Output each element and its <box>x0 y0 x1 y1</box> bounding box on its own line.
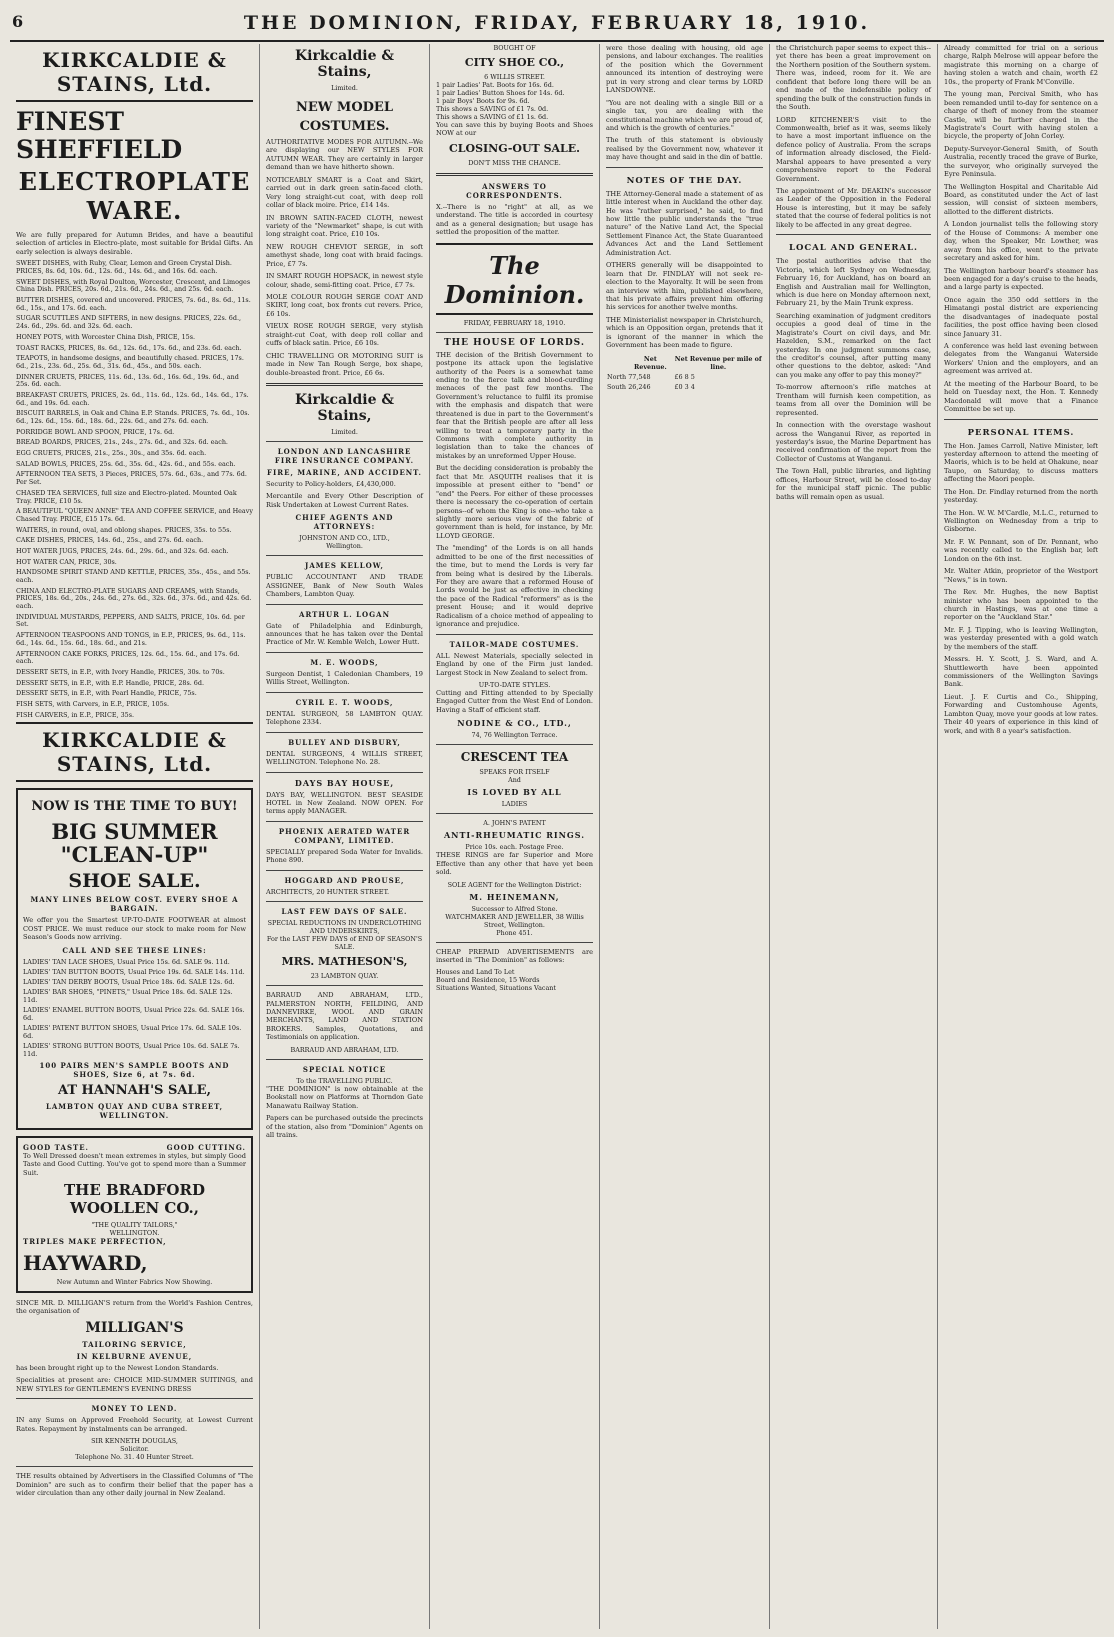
tailor-made-body: ALL Newest Materials, specially selected in England by one of the Firm just landed. Largest Stock in New Zealand to select from. <box>436 651 593 677</box>
money-name: SIR KENNETH DOUGLAS, <box>91 1437 178 1446</box>
business-card <box>266 698 423 727</box>
divider <box>266 441 423 442</box>
costumes-h2: COSTUMES. <box>299 119 390 134</box>
shoe-sale-footer: 100 PAIRS MEN'S SAMPLE BOOTS AND SHOES, Size 6, at 7s. 6d. <box>39 1060 230 1079</box>
electroplate-heading-2: ELECTROPLATE WARE. <box>18 167 251 225</box>
table-header-row <box>606 354 763 372</box>
article-para: The truth of this statement is obviously realised by the Government now, whatever it may have thought and said in the din of battle. <box>606 136 763 162</box>
article-para: The young man, Percival Smith, who has been remanded until to-day for sentence on a charge of theft of money from the steamer Castle, will be further charged in the Magistrate's Court with having stolen a bicycle, the property of John Corley. <box>944 90 1098 141</box>
table-cell: 26,246 <box>628 382 651 391</box>
tailor-made-sub: UP-TO-DATE STYLES. <box>478 680 551 689</box>
railway-revenue-table <box>606 354 763 392</box>
business-card <box>266 610 423 647</box>
barraud-text: BARRAUD AND ABRAHAM, LTD., PALMERSTON NORTH, FEILDING, AND DANNEVIRKE, WOOL AND GRAIN MERCHANTS, LAND AND STATION BROKERS. Samples, Quotations, and Testimonials on application. <box>266 991 423 1042</box>
city-shoe-body: You can save this by buying Boots and Shoes NOW at our <box>436 121 593 138</box>
shoe-line: LADIES' PATENT BUTTON SHOES, Usual Price 17s. 6d. SALE 10s. 6d. <box>23 1023 242 1040</box>
table-row <box>606 372 763 382</box>
price-item: AFTERNOON CAKE FORKS, PRICES, 12s. 6d., 15s. 6d., and 17s. 6d. each. <box>16 649 240 666</box>
masthead-title: THE DOMINION, FRIDAY, FEBRUARY 18, 1910. <box>243 12 871 34</box>
column-1 <box>10 44 260 1629</box>
electroplate-intro: We are fully prepared for Autumn Brides, and have a beautiful selection of articles in Electro-plate, most suitable for Bridal Gifts. An early selection is always desirable. <box>16 231 253 256</box>
price-item: INDIVIDUAL MUSTARDS, PEPPERS, AND SALTS, PRICE, 10s. 6d. per Set. <box>16 612 245 629</box>
dominion-dateline: FRIDAY, FEBRUARY 18, 1910. <box>463 318 566 327</box>
electroplate-price-list <box>16 260 253 719</box>
price-item: CAKE DISHES, PRICES, 14s. 6d., 25s., and 27s. 6d. each. <box>16 536 204 545</box>
prepaid-line: Situations Wanted, Situations Vacant <box>436 984 556 993</box>
lords-para: THE decision of the British Government to postpone its attack upon the legislative authority of the Peers is a somewhat tame ending to the fierce talk and blood-curdling menaces of the past few months. The Government's reluctance to fulfil its promise with the emphasis and dispatch that were threatened is due in part to the Government's fear that the British people are after all less willing to treat a temporary party in the Commons with complete authority in legislation than to take the chances of mistakes by an unreformed Upper House. <box>436 350 593 460</box>
article-para: "You are not dealing with a single Bill or a single tax, you are dealing with the constitutional machine which we are proud of, and which is the growth of centuries." <box>606 98 763 132</box>
milligan-body: SINCE MR. D. MILLIGAN'S return from the World's Fashion Centres, the organisation of <box>16 1299 253 1316</box>
shoe-sale-lines <box>23 958 246 1058</box>
article-para: The appointment of Mr. DEAKIN's successor as Leader of the Opposition in the Federal House is interesting, but it may be safely stated that the course of federal politics is not likely to be affected in any great degree. <box>776 187 931 229</box>
local-para: In connection with the overstage washout across the Wanganui River, as reported in yesterday's issue, the Marine Department has received confirmation of the report from the Collector of Customs at Wanganui. <box>776 421 931 463</box>
divider <box>266 692 423 693</box>
masthead <box>10 6 1104 42</box>
nodine-address: 74, 76 Wellington Terrace. <box>471 731 558 740</box>
notes-para: THE Attorney-General made a statement of as little interest when in Auckland the other day. He was "rather surprised," he said, to find how little the public understands the "true nature" of the Native Land Act, the Special Settlement Finance Act, the State Guaranteed Advances Act and the Land Settlement Administration Act. <box>606 189 763 257</box>
divider <box>266 732 423 733</box>
city-shoe-saving: This shows a SAVING of £1 7s. 0d. <box>436 105 549 113</box>
shoe-line: LADIES' ENAMEL BUTTON BOOTS, Usual Price 22s. 6d. SALE 16s. 6d. <box>23 1005 245 1022</box>
shoe-sale-line-3: SHOE SALE. <box>68 869 201 892</box>
shoe-line: LADIES' TAN LACE SHOES, Usual Price 15s. 6d. SALE 9s. 11d. <box>23 957 230 966</box>
results-notice: THE results obtained by Advertisers in the Classified Columns of "The Dominion" are such as to confirm their belief that the paper has a wider circulation than any other daily journal in New Zealand. <box>16 1472 253 1497</box>
card-name: HOGGARD AND PROUSE, <box>284 875 405 885</box>
article-para: A London journalist tells the following story of the House of Commons: A member one day, when the Speaker, Mr. Lowther, was away from his office, went to the private secretary and asked for him. <box>944 220 1098 263</box>
crescent-h3: And <box>508 776 521 785</box>
notes-para: OTHERS generally will be disappointed to learn that Dr. FINDLAY will not seek re-election to the Mayoralty. It will be seen from an interview with him, published elsewhere, that his private affairs prevent him offering his services for another twelve months. <box>606 261 763 312</box>
personal-para: The Hon. James Carroll, Native Minister, left yesterday afternoon to attend the meeting of Maoris, which is to be held at Ohakune, near Taupo, on Saturday, to discuss matters affecting the Maori people. <box>944 441 1098 484</box>
travelling-body-2: Papers can be purchased outside the precincts of the station, also from "Dominion" Agents on all trains. <box>266 1114 423 1139</box>
article-para: were those dealing with housing, old age pensions, and labour exchanges. The realities of the position which the Government announced its intention of destroying were put in very strong and clear terms by LORD LANSDOWNE. <box>606 44 763 95</box>
tailor-made-head: TAILOR-MADE COSTUMES. <box>449 639 580 649</box>
shoe-sale-body: We offer you the Smartest UP-TO-DATE FOOTWEAR at almost COST PRICE. We must reduce our stock to make room for New Season's Goods now arriving. <box>23 916 246 942</box>
divider <box>266 772 423 773</box>
business-card <box>266 827 423 865</box>
bradford-triples: TRIPLES MAKE PERFECTION, <box>23 1237 167 1247</box>
rheumatic-phone: Phone 451. <box>496 928 533 937</box>
price-item: AFTERNOON TEA SETS, 3 Pieces, PRICES, 57s. 6d., 63s., and 77s. 6d. Per Set. <box>16 470 247 487</box>
costume-item: IN SMART ROUGH HOPSACK, in newest style colour, shade, semi-fitting coat. Price, £7 7s. <box>266 272 423 289</box>
bradford-headings <box>23 1143 246 1152</box>
prepaid-head: CHEAP PREPAID ADVERTISEMENTS are inserted in "The Dominion" as follows: <box>436 947 593 964</box>
card-name: ARTHUR L. LOGAN <box>299 609 390 619</box>
business-card <box>266 738 423 767</box>
costumes-limited-2: Limited. <box>331 427 358 436</box>
nodine-name: NODINE & CO., LTD., <box>457 718 572 729</box>
kirkcaldie-ad-title: KIRKCALDIE & STAINS, Ltd. <box>16 44 253 102</box>
electroplate-heading-1: FINEST SHEFFIELD <box>16 107 183 164</box>
divider <box>266 555 423 556</box>
table-cell: £6 8 5 <box>674 372 695 381</box>
article-para: LORD KITCHENER'S visit to the Commonwealth, brief as it was, seems likely to have a most important influence on the defence policy of Australia. From the scraps of information already disclosed, the Field-Marshal appears to have presented a very comprehensive report to the Federal Government. <box>776 115 931 183</box>
city-shoe-ad <box>436 44 593 167</box>
article-para: The Wellington harbour board's steamer has been engaged for a day's cruise to the heads, and a large party is expected. <box>944 266 1098 292</box>
shoe-sale-address: LAMBTON QUAY AND CUBA STREET, WELLINGTON. <box>45 1101 224 1120</box>
bradford-city: WELLINGTON. <box>109 1229 160 1238</box>
price-item: PORRIDGE BOWL AND SPOON, PRICE, 17s. 6d. <box>16 427 175 436</box>
business-card <box>266 778 423 816</box>
costumes-firm: Kirkcaldie & Stains, <box>294 48 394 80</box>
personal-para: Mr. F. W. Pennant, son of Dr. Pennant, who was recently called to the English bar, left London on the 6th inst. <box>944 537 1098 563</box>
personal-para: The Rev. Mr. Hughes, the new Baptist minister who has been appointed to the church in Hastings, was at one time a reporter on the "Auckland Star." <box>944 588 1098 622</box>
rheumatic-agent-head: SOLE AGENT for the Wellington District: <box>447 880 582 889</box>
article-para: A conference was held last evening between delegates from the Wanganui Waterside Workers' Union and the employers, and an agreement was arrived at. <box>944 342 1098 376</box>
divider <box>436 332 593 333</box>
rheumatic-price: Price 10s. each. Postage Free. <box>465 843 564 852</box>
table-header: Net Revenue. <box>633 354 667 371</box>
card-text: ARCHITECTS, 20 HUNTER STREET. <box>266 887 390 896</box>
personal-items-title: PERSONAL ITEMS. <box>967 427 1075 438</box>
price-item: DESSERT SETS, in E.P., with Pearl Handle, PRICE, 75s. <box>16 689 197 698</box>
bradford-body: To Well Dressed doesn't mean extremes in styles, but simply Good Taste and Good Cutting. You've got to spend more than a Summer Suit. <box>23 1151 246 1177</box>
shoe-sale-venue: AT HANNAH'S SALE, <box>57 1082 212 1098</box>
price-item: TOAST RACKS, PRICES, 8s. 6d., 12s. 6d., 17s. 6d., and 23s. 6d. each. <box>16 343 242 352</box>
costumes-limited: Limited. <box>331 84 358 92</box>
card-name: BULLEY AND DISBURY, <box>288 737 401 747</box>
insurance-agent-name: JOHNSTON AND CO., LTD., <box>299 534 390 543</box>
money-body: IN any Sums on Approved Freehold Security, at Lowest Current Rates. Repayment by instalments can be arranged. <box>16 1416 253 1433</box>
shoe-sale-line-4: MANY LINES BELOW COST. EVERY SHOE A BARGAIN. <box>30 895 239 914</box>
bradford-h2: GOOD CUTTING. <box>166 1142 246 1152</box>
rheumatic-name: ANTI-RHEUMATIC RINGS. <box>443 830 586 841</box>
insurance-agents: CHIEF AGENTS AND ATTORNEYS: <box>295 513 394 532</box>
dominion-flag <box>436 243 593 315</box>
costume-item: CHIC TRAVELLING OR MOTORING SUIT is made in New Tan Rough Serge, box shape, double-breasted front. Price, £6 6s. <box>266 351 423 377</box>
costumes-h1: NEW MODEL <box>296 100 393 115</box>
card-name: PHOENIX AERATED WATER COMPANY, LIMITED. <box>278 826 411 845</box>
prepaid-line: Houses and Land To Let <box>436 968 515 977</box>
table-cell: 77,548 <box>628 372 651 381</box>
card-text: DAYS BAY, WELLINGTON. BEST SEASIDE HOTEL in New Zealand. NOW OPEN. For terms apply MANAGER. <box>266 790 423 816</box>
price-item: SWEET DISHES, with Ruby, Clear, Lemon and Green Crystal Dish. PRICES, 8s. 6d, 10s. 6d., 12s. 6d., 14s. 6d., and 16s. 6d. each. <box>16 259 232 275</box>
column-4 <box>600 44 770 1629</box>
price-item: HOT WATER CAN, PRICE, 30s. <box>16 557 117 566</box>
city-shoe-name: CITY SHOE CO., <box>464 56 565 69</box>
personal-para: The Hon. W. W. M'Cardle, M.L.C., returned to Wellington on Wednesday from a trip to Gisborne. <box>944 508 1098 534</box>
city-shoe-saving: This shows a SAVING of £1 1s. 6d. <box>436 113 549 121</box>
bradford-h1: GOOD TASTE. <box>23 1142 89 1152</box>
kirkcaldie-ad-footer: KIRKCALDIE & STAINS, Ltd. <box>16 722 253 782</box>
house-of-lords-title: THE HOUSE OF LORDS. <box>443 337 585 348</box>
table-row <box>606 382 763 392</box>
page-number: 6 <box>12 12 24 31</box>
notes-para: THE Ministerialist newspaper in Christchurch, which is an Opposition organ, pretends that it is ignorant of the manner in which the Government has been made to figure. <box>606 315 763 350</box>
shoe-sale-line-2: BIG SUMMER "CLEAN-UP" <box>51 819 218 868</box>
shoe-line: LADIES' TAN BUTTON BOOTS, Usual Price 19s. 6d. SALE 14s. 11d. <box>23 967 245 976</box>
bradford-name: THE BRADFORD WOOLLEN CO., <box>64 1181 205 1218</box>
table-cell: North <box>607 372 627 381</box>
card-text: Surgeon Dentist, 1 Caledonian Chambers, 19 Willis Street, Wellington. <box>266 669 423 687</box>
column-3 <box>430 44 600 1629</box>
article-para: the Christchurch paper seems to expect this--yet there has been a great improvement on the Northern position of the Southern system. There was, indeed, room for it. We are confident that before long there will be an end made of the indefensible policy of spending the bulk of the construction funds in the South. <box>776 44 931 112</box>
divider <box>436 744 593 745</box>
price-item: A BEAUTIFUL "QUEEN ANNE" TEA AND COFFEE SERVICE, and Heavy Chased Tray. PRICE, £15 17s. 6d. <box>16 507 253 523</box>
divider <box>606 167 763 168</box>
mathesons-h2: SPECIAL REDUCTIONS IN UNDERCLOTHING AND UNDERSKIRTS, <box>267 919 422 936</box>
divider <box>436 634 593 635</box>
price-item: SUGAR SCUTTLES AND SIFTERS, in new designs. PRICES, 22s. 6d., 24s. 6d., 29s. 6d. and 32s. 6d. each. <box>16 314 242 331</box>
business-card <box>266 658 423 687</box>
money-role: Solicitor. <box>120 1445 149 1454</box>
milligan-name: MILLIGAN'S <box>85 1319 184 1336</box>
divider <box>266 383 423 386</box>
crescent-h4: IS LOVED BY ALL <box>467 787 562 798</box>
city-shoe-address: 6 WILLIS STREET. <box>484 73 545 81</box>
crescent-h1: CRESCENT TEA <box>460 750 569 765</box>
money-head: MONEY TO LEND. <box>91 1404 178 1414</box>
price-item: TEAPOTS, in handsome designs, and beautifully chased. PRICES, 17s. 6d., 21s., 23s. 6d., 25s. 6d., 31s. 6d., 45s., and 50s. each. <box>16 354 244 370</box>
divider <box>266 652 423 653</box>
milligan-address: IN KELBURNE AVENUE, <box>76 1351 193 1361</box>
bradford-sub: "THE QUALITY TAILORS," <box>91 1221 178 1230</box>
price-item: CHASED TEA SERVICES, full size and Electro-plated. Mounted Oak Tray. PRICE, £10 5s. <box>16 488 237 505</box>
local-para: The postal authorities advise that the Victoria, which left Sydney on Wednesday, February 16, for Auckland, has on board an English and Australian mail for Wellington, which is due here on Monday afternoon next, February 21, by the Main Trunk express. <box>776 257 931 308</box>
prepaid-line: Board and Residence, 15 Words <box>436 976 540 985</box>
costumes-intro: AUTHORITATIVE MODES FOR AUTUMN.--We are displaying our NEW STYLES FOR AUTUMN WEAR. They are certainly in larger demand than we have hitherto shown. <box>266 138 423 172</box>
card-text: DENTAL SURGEON, 58 LAMBTON QUAY. Telephone 2334. <box>266 709 423 727</box>
costume-item: NEW ROUGH CHEVIOT SERGE, in soft amethyst shade, long coat with braid facings. Price, £7 7s. <box>266 242 423 268</box>
rheumatic-body: THESE RINGS are far Superior and More Effective than any other that have yet been sold. <box>436 851 593 877</box>
mathesons-address: 23 LAMBTON QUAY. <box>310 972 379 981</box>
card-text: Gate of Philadelphia and Edinburgh, announces that he has taken over the Dental Practice of Mr. W. Kemble Welch, Lower Hutt. <box>266 621 423 647</box>
table-cell: South <box>607 382 627 391</box>
divider <box>266 604 423 605</box>
divider <box>16 1466 253 1467</box>
price-item: DESSERT SETS, in E.P., with Ivory Handle, PRICES, 30s. to 70s. <box>16 667 225 676</box>
table-header: Net Revenue per mile of line. <box>674 354 762 371</box>
barraud-name: BARRAUD AND ABRAHAM, LTD. <box>290 1045 399 1054</box>
divider <box>944 419 1098 420</box>
city-shoe-line: 1 pair Ladies' Button Shoes for 14s. 6d. <box>436 89 565 97</box>
price-item: AFTERNOON TEASPOONS AND TONGS, in E.P., PRICES, 9s. 6d., 11s. 6d., 14s. 6d., 15s. 6d., 18s. 6d., and 21s. <box>16 631 246 647</box>
column-6 <box>938 44 1104 1629</box>
travelling-h2: To the TRAVELLING PUBLIC. <box>296 1076 393 1085</box>
shoe-sale-ad <box>16 788 253 1129</box>
business-card <box>266 561 423 598</box>
personal-para: The Hon. Dr. Findlay returned from the north yesterday. <box>944 487 1098 505</box>
price-item: DINNER CRUETS, PRICES, 11s. 6d., 13s. 6d., 16s. 6d., 19s. 6d., and 25s. 6d. each. <box>16 372 239 389</box>
city-shoe-line: 1 pair Boys' Boots for 9s. 6d. <box>436 97 530 105</box>
costume-item: NOTICEABLY SMART is a Coat and Skirt, carried out in dark green satin-faced cloth. Very long straight-cut coat, with deep roll collar of black moire. Price, £14 14s. <box>266 175 423 210</box>
milligan-body-2: has been brought right up to the Newest London Standards. <box>16 1363 219 1372</box>
price-item: HOT WATER JUGS, PRICES, 24s. 6d., 29s. 6d., and 32s. 6d. each. <box>16 546 229 555</box>
costume-item: MOLE COLOUR ROUGH SERGE COAT AND SKIRT, long coat, box fronts cut revers. Price, £6 10s. <box>266 293 423 318</box>
card-text: SPECIALLY prepared Soda Water for Invalids. Phone 890. <box>266 847 423 865</box>
divider <box>266 821 423 822</box>
price-item: BISCUIT BARRELS, in Oak and China E.P. Stands. PRICES, 7s. 6d., 10s. 6d., 12s. 6d., 15s. 6d., 18s. 6d., 22s. 6d., and 27s. 6d. each. <box>16 409 250 425</box>
price-item: HONEY POTS, with Worcester China Dish, PRICE, 15s. <box>16 332 196 341</box>
milligan-ad <box>16 1299 253 1501</box>
column-2 <box>260 44 430 1629</box>
notes-title: NOTES OF THE DAY. <box>626 175 743 186</box>
mathesons-name: MRS. MATHESON'S, <box>281 955 408 969</box>
lower-ads <box>16 1299 253 1501</box>
price-item: BREAKFAST CRUETS, PRICES, 2s. 6d., 11s. 6d., 12s. 6d., 14s. 6d., 17s. 6d., and 19s. 6d. each. <box>16 390 249 407</box>
city-shoe-closing: CLOSING-OUT SALE. <box>449 141 580 155</box>
local-para: The Town Hall, public libraries, and lighting offices, Harbour Street, will be closed to-day for the municipal staff picnic. The public baths will remain open as usual. <box>776 467 931 501</box>
business-card <box>266 876 423 896</box>
travelling-body: "THE DOMINION" is now obtainable at the Bookstall now on Platforms at Thorndon Gate Manawatu Railway Station. <box>266 1084 423 1110</box>
article-para: At the meeting of the Harbour Board, to be held on Tuesday next, the Hon. T. Kennedy Macdonald will move that a Finance Committee be set up. <box>944 379 1098 414</box>
bradford-ad <box>16 1136 253 1293</box>
travelling-h1: SPECIAL NOTICE <box>302 1064 387 1074</box>
milligan-special: Specialities at present are: CHOICE MID-SUMMER SUITINGS, and NEW STYLES for GENTLEMEN'S EVENING DRESS <box>16 1376 253 1393</box>
divider <box>266 870 423 871</box>
article-para: The Wellington Hospital and Charitable Aid Board, as constituted under the Act of last session, will consist of sixteen members, allotted to the different districts. <box>944 182 1098 216</box>
card-name: JAMES KELLOW, <box>305 561 384 571</box>
personal-para: Lieut. J. F. Curtis and Co., Shipping, Forwarding and Customhouse Agents, Lambton Quay, move your goods at low rates. Their 40 years of experience in this kind of work, and with 8 a year's satisfaction. <box>944 692 1098 735</box>
table-cell: £0 3 4 <box>674 382 695 391</box>
personal-para: Mr. F. J. Tipping, who is leaving Wellington, was yesterday presented with a gold watch by the members of the staff. <box>944 625 1098 651</box>
personal-para: Messrs. H. Y. Scott, J. S. Ward, and A. Shuttleworth have been appointed commissioners of the Wellington Savings Bank. <box>944 655 1098 689</box>
article-para: Already committed for trial on a serious charge, Ralph Melrose will appear before the magistrate this morning on a charge of having stolen a watch and chain, worth £2 10s., the property of Frank M'Conville. <box>944 44 1098 86</box>
answers-head: ANSWERS TO CORRESPONDENTS. <box>466 181 563 200</box>
shoe-line: LADIES' TAN DERBY BOOTS, Usual Price 18s. 6d. SALE 12s. 6d. <box>23 977 235 986</box>
dominion-nameplate: The Dominion. <box>444 250 585 309</box>
crescent-h5: LADIES <box>501 800 528 809</box>
shoe-line: LADIES' STRONG BUTTON BOOTS, Usual Price 10s. 6d. SALE 7s. 11d. <box>23 1041 240 1058</box>
tailor-made-body-2: Cutting and Fitting attended to by Specially Engaged Cutter from the West End of London. Having a Staff of efficient staff. <box>436 688 593 714</box>
lords-para: But the deciding consideration is probably the fact that Mr. ASQUITH realises that it is impossible at present either to "bend" or "end" the Peers. For either of these processes there is necessary the co-operation of certain persons--of whom the King is one--who take a slightly more serious view of the fabric of government than is held, for instance, by Mr. LLOYD GEORGE. <box>436 464 593 540</box>
mathesons-h3: For the LAST FEW DAYS of END OF SEASON'S SALE. <box>266 935 423 952</box>
local-para: Searching examination of judgment creditors occupies a good deal of time in the Magistrate's Court on civil days, and Mr. Hazelden, S.M., remarked on the fact yesterday. In one judgment summons case, the creditor's counsel, after putting many other questions to the debtor, asked: "And can you make any offer to pay this money?" <box>776 311 931 379</box>
money-address: Telephone No. 31. 40 Hunter Street. <box>75 1453 194 1462</box>
insurance-body-2: Mercantile and Every Other Description of Risk Undertaken at Lowest Current Rates. <box>266 492 423 509</box>
card-text: DENTAL SURGEONS, 4 WILLIS STREET, WELLINGTON. Telephone No. 28. <box>266 749 423 767</box>
local-general-title: LOCAL AND GENERAL. <box>789 243 918 254</box>
rheumatic-agent-sub: Successor to Alfred Stone. <box>471 904 558 913</box>
divider <box>436 173 593 176</box>
city-shoe-head: BOUGHT OF <box>493 44 536 52</box>
hayward-tag: New Autumn and Winter Fabrics Now Showing. <box>56 1278 213 1287</box>
price-item: SALAD BOWLS, PRICES, 25s. 6d., 35s. 6d., 42s. 6d., and 55s. each. <box>16 459 236 468</box>
price-item: DESSERT SETS, in E.P., with E.P. Handle, PRICE, 28s. 6d. <box>16 678 204 687</box>
price-item: FISH SETS, with Carvers, in E.P., PRICE, 105s. <box>16 699 169 708</box>
crescent-h2: SPEAKS FOR ITSELF <box>479 768 550 777</box>
shoe-sale-line-1: NOW IS THE TIME TO BUY! <box>31 799 238 815</box>
insurance-sub: FIRE, MARINE, AND ACCIDENT. <box>267 467 422 477</box>
shoe-line: LADIES' BAR SHOES, "PINETS," Usual Price 18s. 6d. SALE 12s. 11d. <box>23 987 233 1004</box>
costumes-firm-2: Kirkcaldie & Stains, <box>294 391 394 424</box>
price-item: FISH CARVERS, in E.P., PRICE, 35s. <box>16 710 135 719</box>
article-para: Once again the 350 odd settlers in the Himatangi postal district are experiencing the disadvantages of inadequate postal facilities, the post office having been closed since January 31. <box>944 295 1098 338</box>
divider <box>16 1398 253 1399</box>
costume-item: IN BROWN SATIN-FACED CLOTH, newest variety of the "Newmarket" shape, is cut with long straight coat. Price, £10 10s. <box>266 213 423 239</box>
answers-body: X.--There is no "right" at all, as we understand. The title is accorded in courtesy and as a general designation; but usage has settled the proposition of the matter. <box>436 202 593 237</box>
costume-item: VIEUX ROSE ROUGH SERGE, very stylish straight-cut Coat, with deep roll collar and cuffs of black satin. Price, £6 10s. <box>266 322 423 348</box>
card-name: DAYS BAY HOUSE, <box>294 777 395 788</box>
mathesons-h1: LAST FEW DAYS OF SALE. <box>281 907 408 917</box>
divider <box>266 901 423 902</box>
hayward-name: HAYWARD, <box>23 1251 148 1276</box>
personal-para: Mr. Walter Atkin, proprietor of the Westport "News," is in town. <box>944 567 1098 584</box>
insurance-name: LONDON AND LANCASHIRE FIRE INSURANCE COMPANY. <box>274 446 415 465</box>
article-para: Deputy-Surveyor-General Smith, of South Australia, recently traced the grave of Burke, the surveyor, who originally surveyed the Eyre Peninsula. <box>944 144 1098 179</box>
divider <box>266 985 423 986</box>
price-item: WAITERS, in round, oval, and oblong shapes. PRICES, 35s. to 55s. <box>16 525 232 534</box>
milligan-sub: TAILORING SERVICE, <box>82 1339 187 1349</box>
price-item: BREAD BOARDS, PRICES, 21s., 24s., 27s. 6d., and 32s. 6d. each. <box>16 438 228 447</box>
city-shoe-dont: DON'T MISS THE CHANCE. <box>468 158 561 167</box>
price-item: HANDSOME SPIRIT STAND AND KETTLE, PRICES, 35s., 45s., and 55s. each. <box>16 568 251 584</box>
price-item: SWEET DISHES, with Royal Doulton, Worcester, Crescent, and Limoges China Dish. PRICES, 20s. 6d., 21s. 6d., 24s. 6d., and 25s. 6d. each. <box>16 277 251 294</box>
price-item: EGG CRUETS, PRICES, 21s., 25s., 30s., and 35s. 6d. each. <box>16 449 207 458</box>
price-item: CHINA AND ELECTRO-PLATE SUGARS AND CREAMS, with Stands, PRICES, 18s. 6d., 20s., 24s. 6d., 27s. 6d., 32s. 6d., 37s. 6d., and 42s. 6d. each. <box>16 586 252 611</box>
city-shoe-line: 1 pair Ladies' Pat. Boots for 16s. 6d. <box>436 81 554 89</box>
rheumatic-agent-address: WATCHMAKER AND JEWELLER, 38 Willis Street, Wellington. <box>445 912 584 929</box>
divider <box>436 813 593 814</box>
price-item: BUTTER DISHES, covered and uncovered. PRICES, 7s. 6d., 8s. 6d., 11s. 6d., 15s., and 17s. 6d. each. <box>16 296 251 312</box>
divider <box>266 1059 423 1060</box>
insurance-body: Security to Policy-holders, £4,430,000. <box>266 479 396 488</box>
table-header <box>606 354 627 372</box>
card-name: CYRIL E. T. WOODS, <box>295 697 394 707</box>
local-para: To-morrow afternoon's rifle matches at Trentham will furnish keen competition, as teams from all over the Dominion will be represented. <box>776 383 931 417</box>
lords-para: The "mending" of the Lords is on all hands admitted to be one of the first necessities of the time, but to mend the Lords is very far from being what is desired by the Liberals. For they are aware that a reformed House of Lords would be just as effective in checking the pace of the Radical "reformers" as is the present House; and it would deprive Radicalism of a choice method of appealing to ignorance and prejudice. <box>436 544 593 629</box>
divider <box>436 942 593 943</box>
rheumatic-agent: M. HEINEMANN, <box>469 891 560 902</box>
card-name: M. E. WOODS, <box>310 657 379 667</box>
shoe-sale-subhead: CALL AND SEE THESE LINES: <box>62 945 207 955</box>
rheumatic-head: A. JOHN'S PATENT <box>483 819 546 828</box>
divider <box>776 234 931 235</box>
card-text: PUBLIC ACCOUNTANT AND TRADE ASSIGNEE, Bank of New South Wales Chambers, Lambton Quay. <box>266 573 423 599</box>
column-5 <box>770 44 938 1629</box>
insurance-agent-city: Wellington. <box>326 542 363 551</box>
